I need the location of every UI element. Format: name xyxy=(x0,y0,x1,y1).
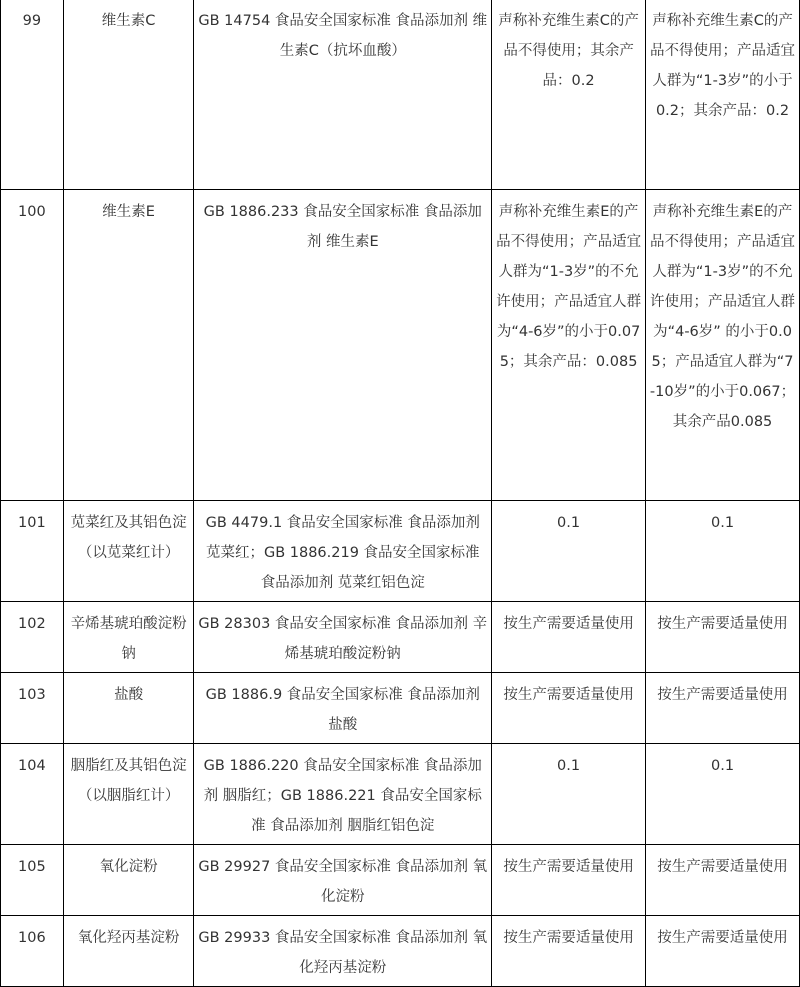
quality-standard-cell: GB 28303 食品安全国家标准 食品添加剂 辛烯基琥珀酸淀粉钠 xyxy=(194,602,492,673)
additive-name-cell: 盐酸 xyxy=(63,673,194,744)
additive-name-cell: 维生素E xyxy=(63,190,194,501)
usage-limit-cell-a: 按生产需要适量使用 xyxy=(492,602,646,673)
usage-limit-cell-b: 按生产需要适量使用 xyxy=(646,845,800,916)
additive-name-cell: 维生素C xyxy=(63,0,194,190)
row-number-cell: 106 xyxy=(1,916,64,987)
usage-limit-cell-b: 声称补充维生素E的产品不得使用；产品适宜人群为“1-3岁”的不允许使用；产品适宜人群为“4-6岁” 的小于0.05；产品适宜人群为“7-10岁”的小于0.067；其余产品0.085 xyxy=(646,190,800,501)
row-number-cell: 100 xyxy=(1,190,64,501)
table-row xyxy=(1,916,800,987)
additive-name-cell: 胭脂红及其铝色淀（以胭脂红计） xyxy=(63,744,194,845)
row-number-cell: 105 xyxy=(1,845,64,916)
table-row xyxy=(1,0,800,190)
quality-standard-cell: GB 1886.9 食品安全国家标准 食品添加剂 盐酸 xyxy=(194,673,492,744)
usage-limit-cell-a: 声称补充维生素C的产品不得使用；其余产品：0.2 xyxy=(492,0,646,190)
usage-limit-cell-b: 声称补充维生素C的产品不得使用；产品适宜人群为“1-3岁”的小于0.2；其余产品：0.2 xyxy=(646,0,800,190)
row-number-cell: 101 xyxy=(1,501,64,602)
row-number-cell: 103 xyxy=(1,673,64,744)
usage-limit-cell-a: 按生产需要适量使用 xyxy=(492,845,646,916)
usage-limit-cell-a: 声称补充维生素E的产品不得使用；产品适宜人群为“1-3岁”的不允许使用；产品适宜人群为“4-6岁”的小于0.075；其余产品：0.085 xyxy=(492,190,646,501)
usage-limit-cell-a: 按生产需要适量使用 xyxy=(492,673,646,744)
additive-name-cell: 氧化淀粉 xyxy=(63,845,194,916)
quality-standard-cell: GB 14754 食品安全国家标准 食品添加剂 维生素C（抗坏血酸） xyxy=(194,0,492,190)
table-row xyxy=(1,845,800,916)
usage-limit-cell-b: 0.1 xyxy=(646,744,800,845)
quality-standard-cell: GB 1886.233 食品安全国家标准 食品添加剂 维生素E xyxy=(194,190,492,501)
additive-name-cell: 氧化羟丙基淀粉 xyxy=(63,916,194,987)
row-number-cell: 99 xyxy=(1,0,64,190)
quality-standard-cell: GB 4479.1 食品安全国家标准 食品添加剂 苋菜红；GB 1886.219 食品安全国家标准 食品添加剂 苋菜红铝色淀 xyxy=(194,501,492,602)
usage-limit-cell-b: 按生产需要适量使用 xyxy=(646,673,800,744)
usage-limit-cell-b: 按生产需要适量使用 xyxy=(646,602,800,673)
usage-limit-cell-b: 按生产需要适量使用 xyxy=(646,916,800,987)
usage-limit-cell-a: 按生产需要适量使用 xyxy=(492,916,646,987)
usage-limit-cell-b: 0.1 xyxy=(646,501,800,602)
usage-limit-cell-a: 0.1 xyxy=(492,501,646,602)
table-row xyxy=(1,190,800,501)
table-row xyxy=(1,602,800,673)
table-row xyxy=(1,744,800,845)
quality-standard-cell: GB 29927 食品安全国家标准 食品添加剂 氧化淀粉 xyxy=(194,845,492,916)
table-row xyxy=(1,673,800,744)
quality-standard-cell: GB 29933 食品安全国家标准 食品添加剂 氧化羟丙基淀粉 xyxy=(194,916,492,987)
additive-name-cell: 苋菜红及其铝色淀（以苋菜红计） xyxy=(63,501,194,602)
table-row xyxy=(1,501,800,602)
usage-limit-cell-a: 0.1 xyxy=(492,744,646,845)
quality-standard-cell: GB 1886.220 食品安全国家标准 食品添加剂 胭脂红；GB 1886.221 食品安全国家标准 食品添加剂 胭脂红铝色淀 xyxy=(194,744,492,845)
additive-name-cell: 辛烯基琥珀酸淀粉钠 xyxy=(63,602,194,673)
row-number-cell: 104 xyxy=(1,744,64,845)
row-number-cell: 102 xyxy=(1,602,64,673)
